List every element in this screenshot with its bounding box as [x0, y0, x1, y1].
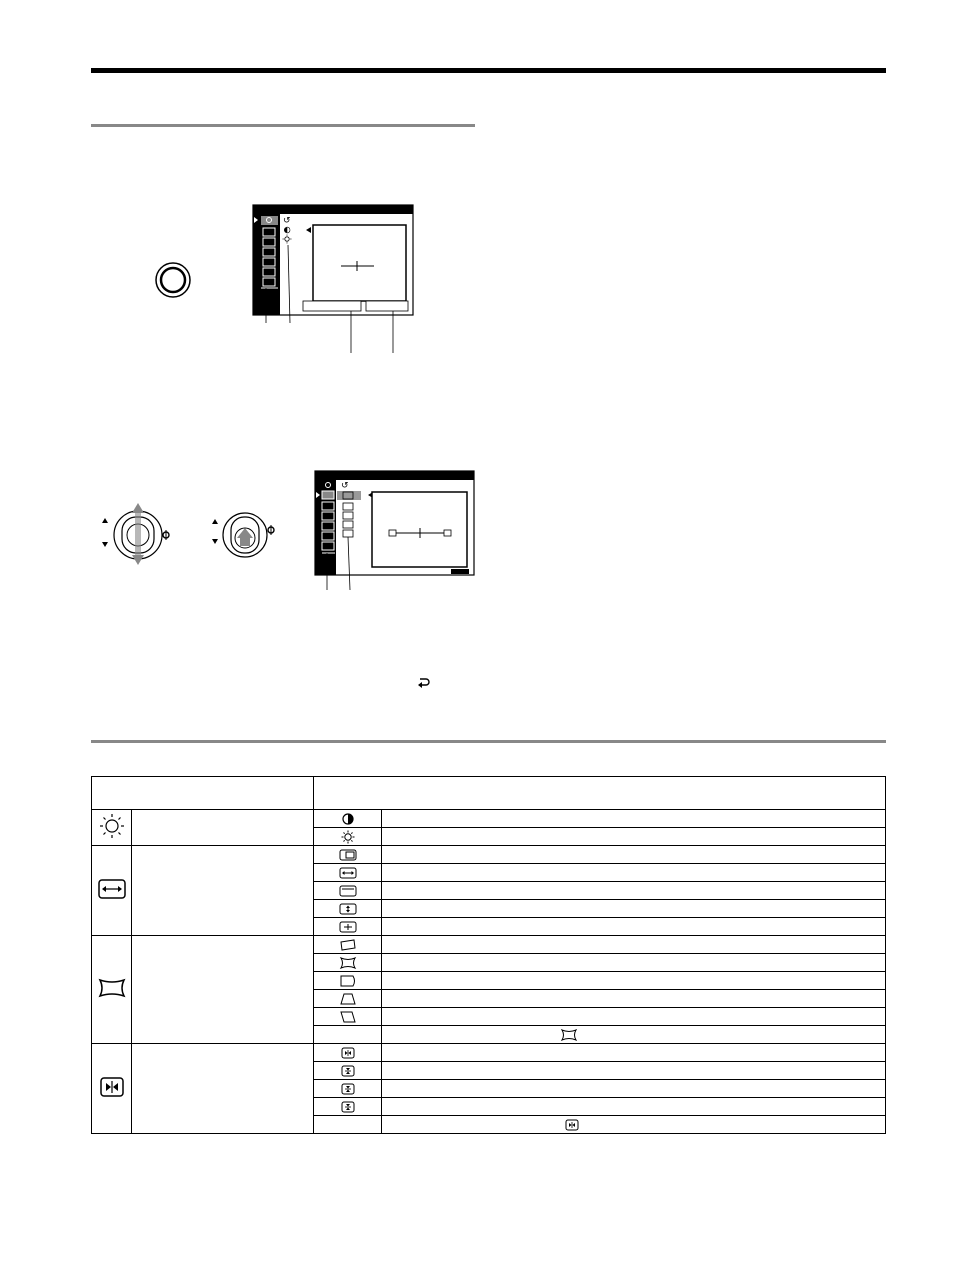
item-description-cell — [382, 1026, 886, 1044]
control-button-press — [212, 513, 274, 557]
horizontal-center-icon — [339, 849, 357, 861]
section-rule-navigating — [91, 124, 475, 127]
table-row — [92, 936, 886, 954]
item-description-cell — [382, 918, 886, 936]
menu-table — [91, 776, 886, 1134]
convergence-icon — [565, 1119, 579, 1131]
item-icon-cell — [314, 1008, 382, 1026]
zoom-icon — [339, 921, 357, 933]
horizontal-convergence-icon — [341, 1047, 355, 1059]
item-icon-cell — [314, 1062, 382, 1080]
rotation-icon — [339, 939, 357, 951]
main-menu-illustration — [150, 195, 480, 365]
horizontal-size-icon — [339, 867, 357, 879]
parallelogram-icon — [339, 1011, 357, 1023]
item-description-cell — [382, 936, 886, 954]
bottom-convergence-icon — [341, 1101, 355, 1113]
item-icon-cell — [314, 954, 382, 972]
table-header-row — [92, 777, 886, 810]
item-icon-cell — [314, 936, 382, 954]
item-icon-cell — [314, 1044, 382, 1062]
osd-main-menu — [253, 205, 413, 315]
group-name-cell — [132, 936, 314, 1044]
item-description-cell — [382, 1062, 886, 1080]
item-description-cell — [382, 882, 886, 900]
item-description-cell — [382, 1080, 886, 1098]
table-row — [92, 846, 886, 864]
table-row — [92, 1044, 886, 1062]
group-name-cell — [132, 810, 314, 846]
pincushion-icon — [561, 1029, 577, 1041]
return-icon — [416, 675, 430, 689]
vertical-convergence-icon — [341, 1065, 355, 1077]
table-row — [92, 810, 886, 828]
item-icon-cell — [314, 1026, 382, 1044]
pincushion-icon — [339, 957, 357, 969]
group-name-cell — [132, 1044, 314, 1134]
sun-icon — [99, 813, 125, 839]
item-description-cell — [382, 810, 886, 828]
item-description-cell — [382, 864, 886, 882]
item-description-cell — [382, 1044, 886, 1062]
trapezoid-icon — [339, 993, 357, 1005]
item-icon-cell — [314, 882, 382, 900]
item-icon-cell — [314, 828, 382, 846]
section-rule-menu-table — [91, 740, 886, 743]
item-icon-cell — [314, 1098, 382, 1116]
item-description-cell — [382, 846, 886, 864]
item-icon-cell — [314, 972, 382, 990]
header-items-cell — [314, 777, 886, 810]
vertical-size-icon — [339, 903, 357, 915]
item-description-cell — [382, 900, 886, 918]
item-icon-cell — [314, 864, 382, 882]
pin-balance-icon — [339, 975, 357, 987]
pincushion-icon — [98, 978, 126, 998]
item-description-cell — [382, 1098, 886, 1116]
group-icon-cell — [92, 936, 132, 1044]
control-button-up-down — [102, 503, 169, 565]
svg-text:↺: ↺ — [341, 481, 349, 491]
header-menu-cell — [92, 777, 314, 810]
item-icon-cell — [314, 1116, 382, 1134]
group-icon-cell — [92, 1044, 132, 1134]
svg-text:↺: ↺ — [283, 216, 291, 226]
horizontal-arrow-icon — [98, 879, 126, 899]
group-name-cell — [132, 846, 314, 936]
group-icon-cell — [92, 846, 132, 936]
top-convergence-icon — [341, 1083, 355, 1095]
convergence-icon — [100, 1077, 124, 1097]
submenu-illustration — [95, 465, 485, 595]
item-description-cell — [382, 1116, 886, 1134]
item-icon-cell — [314, 918, 382, 936]
contrast-icon — [342, 813, 354, 825]
item-icon-cell — [314, 900, 382, 918]
item-description-cell — [382, 954, 886, 972]
item-description-cell — [382, 828, 886, 846]
item-icon-cell — [314, 810, 382, 828]
group-icon-cell — [92, 810, 132, 846]
vertical-center-icon — [339, 885, 357, 897]
osd-size-center-menu — [315, 471, 474, 575]
item-icon-cell — [314, 846, 382, 864]
item-icon-cell — [314, 990, 382, 1008]
item-description-cell — [382, 972, 886, 990]
item-icon-cell — [314, 1080, 382, 1098]
header-rule — [91, 68, 886, 73]
item-description-cell — [382, 990, 886, 1008]
item-description-cell — [382, 1008, 886, 1026]
brightness-icon — [341, 830, 355, 844]
menu-button-illustration — [156, 263, 190, 297]
